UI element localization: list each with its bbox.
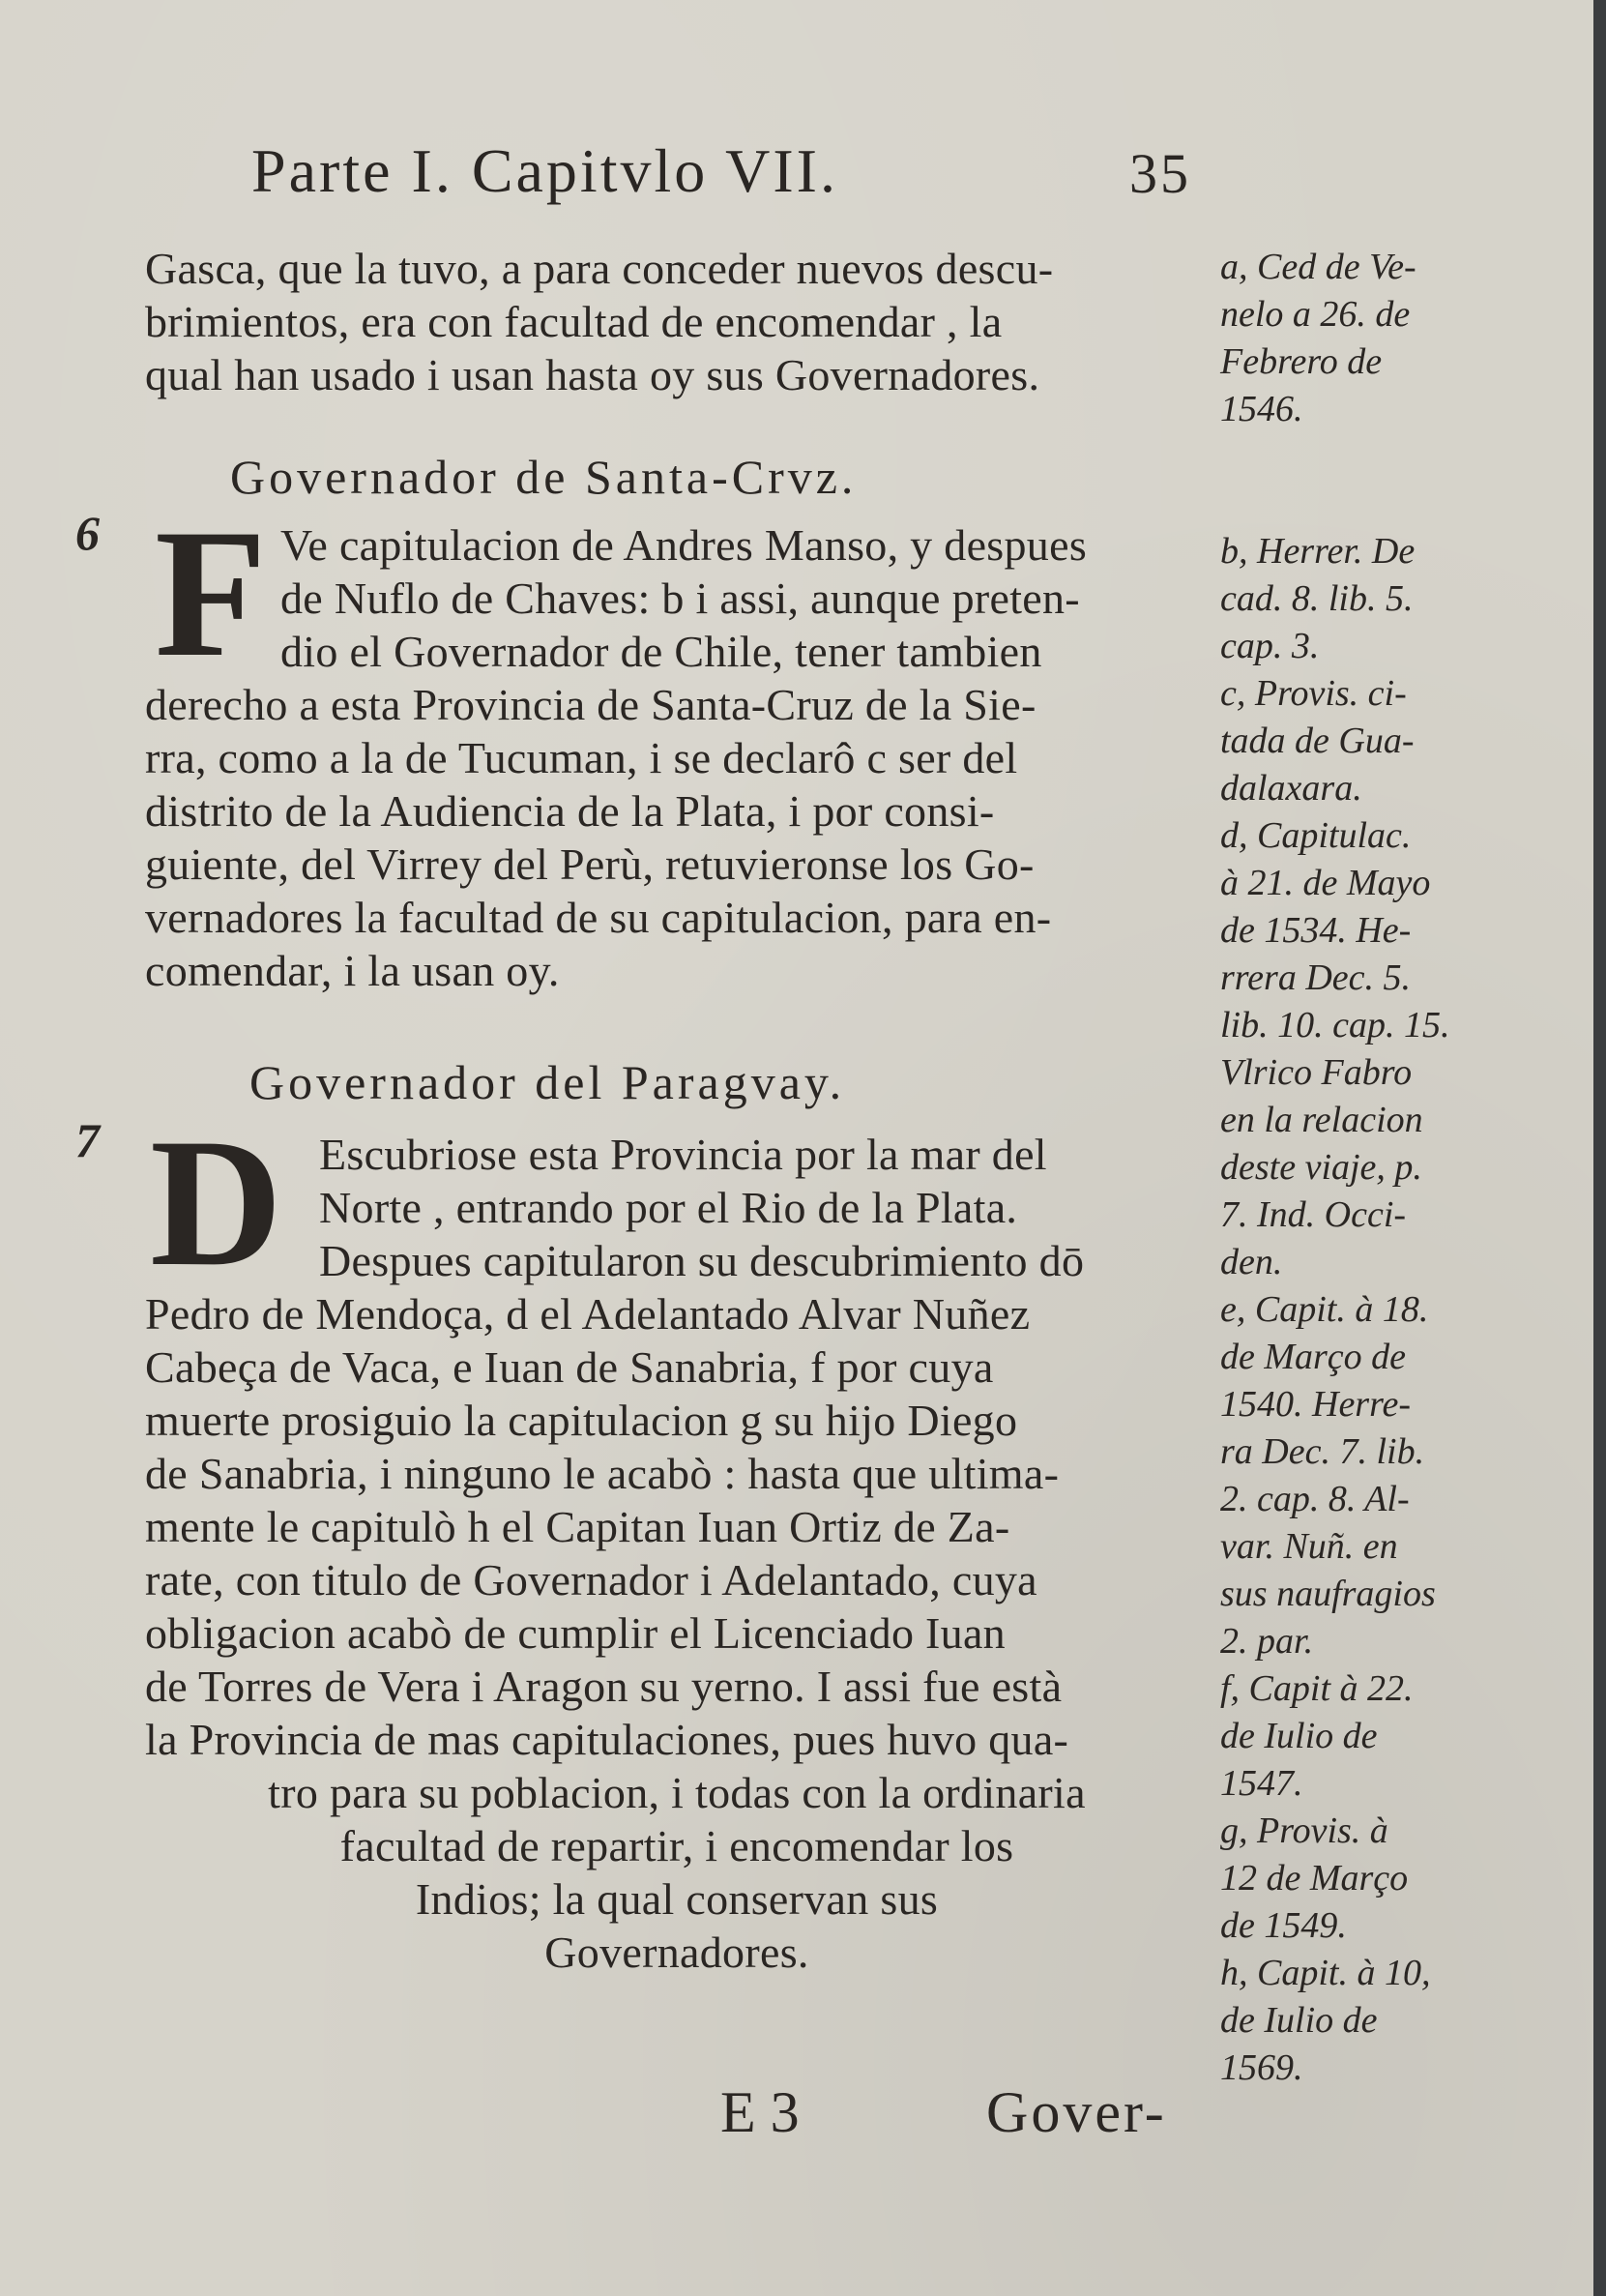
margin-note-line: den. [1220, 1242, 1283, 1282]
margin-note-line: c, Provis. ci- [1220, 673, 1407, 714]
continuation-paragraph [145, 242, 1209, 401]
text-line: de Nuflo de Chaves: b i assi, aunque preten- [280, 574, 1080, 623]
margin-note-line: 1546. [1220, 389, 1303, 429]
margin-note-line: b, Herrer. De [1220, 531, 1416, 572]
text-line: distrito de la Audiencia de la Plata, i por consi- [145, 786, 995, 836]
section-santa-cruz-body [145, 678, 1209, 997]
page-number: 35 [1129, 142, 1191, 205]
text-line: qual han usado i usan hasta oy sus Governadores. [145, 350, 1040, 399]
margin-note-line: lib. 10. cap. 15. [1220, 1005, 1450, 1045]
margin-note-line: cap. 3. [1220, 626, 1320, 666]
text-line: Pedro de Mendoça, d el Adelantado Alvar Nuñez [145, 1289, 1031, 1339]
margin-note-line: cad. 8. lib. 5. [1220, 578, 1414, 619]
margin-note-line: 12 de Março [1220, 1858, 1409, 1899]
marginal-notes [1220, 244, 1491, 2092]
text-line: la Provincia de mas capitulaciones, pues huvo qua- [145, 1715, 1069, 1764]
section-title-santa-cruz: Governador de Santa-Crvz. [230, 450, 858, 504]
margin-note-line: tada de Gua- [1220, 721, 1415, 761]
margin-note-line: de Iulio de [1220, 1716, 1378, 1756]
margin-note-line: var. Nuñ. en [1220, 1526, 1398, 1567]
margin-note-line: 1547. [1220, 1763, 1303, 1804]
drop-cap-f: F [155, 492, 268, 695]
margin-note-line: a, Ced de Ve- [1220, 247, 1416, 287]
text-line: Cabeça de Vaca, e Iuan de Sanabria, f por cuya [145, 1342, 994, 1392]
section-number-7: 7 [75, 1113, 100, 1167]
text-line: Despues capitularon su descubrimiento dō [319, 1236, 1085, 1285]
margin-note-line: sus naufragios [1220, 1574, 1436, 1614]
section-paraguay-body [145, 1287, 1209, 1979]
text-line: Indios; la qual conservan sus [415, 1874, 939, 1924]
text-line: guiente, del Virrey del Perù, retuvieronse los Go- [145, 839, 1035, 889]
text-line: Norte , entrando por el Rio de la Plata. [319, 1183, 1018, 1232]
text-line: Gasca, que la tuvo, a para conceder nuevos descu- [145, 244, 1054, 293]
text-line: Escubriose esta Provincia por la mar del [319, 1130, 1047, 1179]
margin-note-line: f, Capit à 22. [1220, 1668, 1414, 1709]
margin-note-line: à 21. de Mayo [1220, 863, 1431, 903]
text-line: Ve capitulacion de Andres Manso, y despues [280, 520, 1088, 570]
margin-note-line: de Março de [1220, 1337, 1407, 1377]
margin-note-line: 2. cap. 8. Al- [1220, 1479, 1410, 1519]
catchword: Gover- [986, 2080, 1167, 2144]
margin-note-line: 1540. Herre- [1220, 1384, 1411, 1425]
margin-note-line: 2. par. [1220, 1621, 1314, 1662]
running-header [251, 135, 1218, 207]
section-santa-cruz-indented-lines [280, 518, 1209, 678]
text-line: rate, con titulo de Governador i Adelantado, cuya [145, 1555, 1037, 1604]
margin-note-line: de 1549. [1220, 1905, 1347, 1946]
margin-note-line: dalaxara. [1220, 768, 1362, 809]
text-line: tro para su poblacion, i todas con la ordinaria [268, 1768, 1086, 1817]
signature-mark: E 3 [720, 2080, 800, 2144]
drop-cap-d: D [150, 1102, 283, 1305]
margin-note-line: ra Dec. 7. lib. [1220, 1431, 1425, 1472]
text-line: muerte prosiguio la capitulacion g su hijo Diego [145, 1396, 1018, 1445]
margin-note-line: 1569. [1220, 2047, 1303, 2088]
section-title-paraguay: Governador del Paragvay. [249, 1055, 846, 1109]
margin-note-line: g, Provis. à [1220, 1810, 1388, 1851]
running-title: Parte I. Capitvlo VII. [251, 136, 838, 205]
text-line: facultad de repartir, i encomendar los [339, 1821, 1014, 1870]
margin-note-line: rrera Dec. 5. [1220, 957, 1411, 998]
text-line: comendar, i la usan oy. [145, 946, 560, 995]
margin-note-line: deste viaje, p. [1220, 1147, 1422, 1188]
text-line: de Sanabria, i ninguno le acabò : hasta que ultima- [145, 1449, 1060, 1498]
margin-note-line: en la relacion [1220, 1100, 1423, 1140]
margin-note-line: h, Capit. à 10, [1220, 1953, 1431, 1993]
margin-note-line [1220, 433, 1491, 481]
margin-note-line: d, Capitulac. [1220, 815, 1412, 856]
text-line: derecho a esta Provincia de Santa-Cruz de la Sie- [145, 680, 1037, 729]
text-line: dio el Governador de Chile, tener tambien [280, 627, 1042, 676]
text-line: vernadores la facultad de su capitulacion, para en- [145, 893, 1052, 942]
text-line: de Torres de Vera i Aragon su yerno. I assi fue està [145, 1662, 1063, 1711]
text-line: obligacion acabò de cumplir el Licenciado Iuan [145, 1608, 1006, 1658]
text-line: rra, como a la de Tucuman, i se declarô c ser del [145, 733, 1018, 782]
margin-note-line: 7. Ind. Occi- [1220, 1194, 1407, 1235]
text-line: brimientos, era con facultad de encomendar , la [145, 297, 1003, 346]
margin-note-line: e, Capit. à 18. [1220, 1289, 1429, 1330]
margin-note-line: de 1534. He- [1220, 910, 1412, 951]
margin-note-line: nelo a 26. de [1220, 294, 1411, 335]
margin-note-line: Febrero de [1220, 341, 1383, 382]
text-line: mente le capitulò h el Capitan Iuan Ortiz de Za- [145, 1502, 1010, 1551]
section-number-6: 6 [75, 506, 100, 560]
margin-note-line: Vlrico Fabro [1220, 1052, 1413, 1093]
margin-note-line [1220, 481, 1491, 528]
text-line: Governadores. [544, 1928, 809, 1977]
margin-note-line: de Iulio de [1220, 2000, 1378, 2041]
section-paraguay-indented-lines [319, 1128, 1209, 1287]
